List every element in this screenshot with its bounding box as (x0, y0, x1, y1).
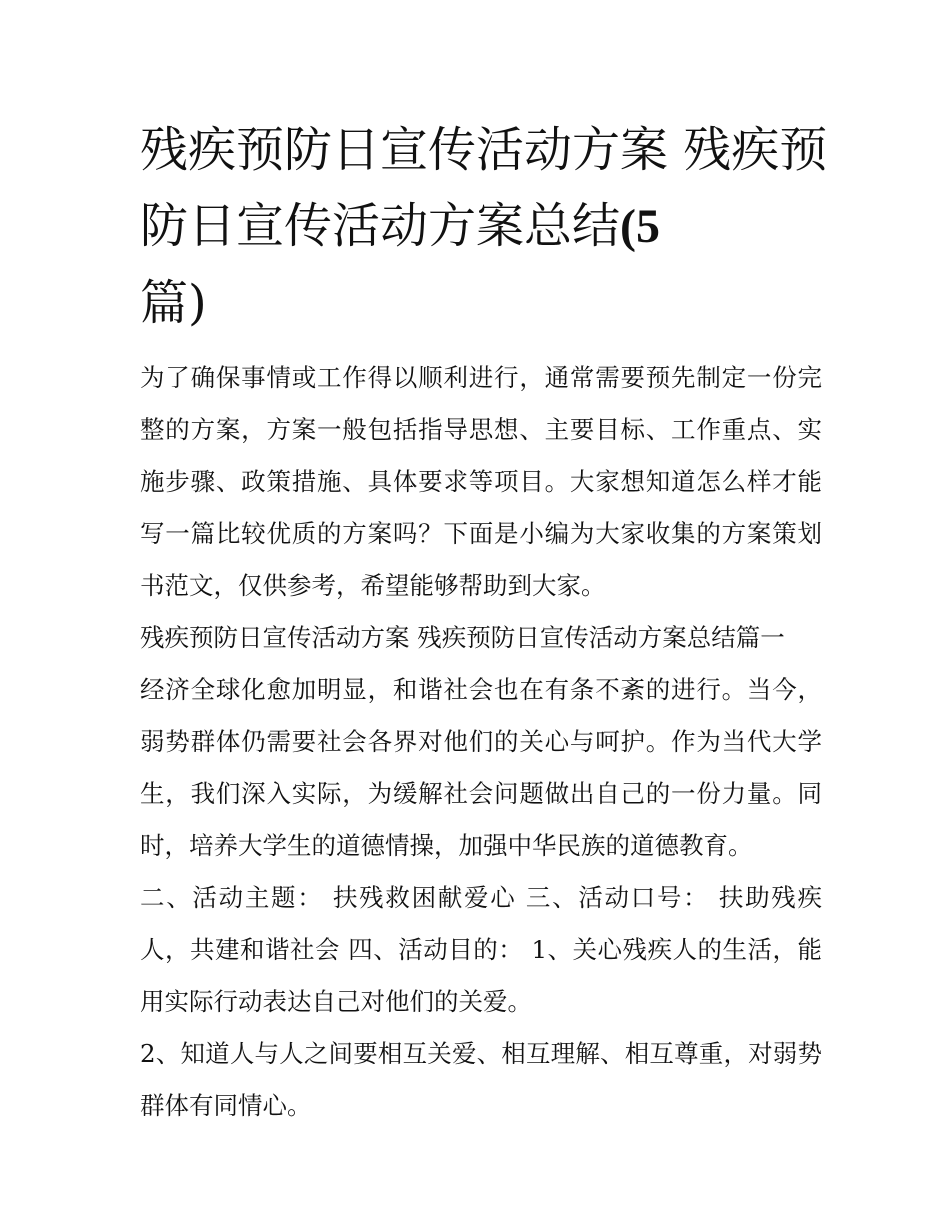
section-heading: 残疾预防日宣传活动方案 残疾预防日宣传活动方案总结篇一 (140, 623, 785, 652)
document-body (140, 352, 822, 1132)
activity-info-paragraph: 二、活动主题： 扶残救困献爱心 三、活动口号： 扶助残疾人，共建和谐社会 四、活动目的： 1、关心残疾人的生活，能用实际行动表达自己对他们的关爱。 (140, 883, 822, 1016)
goal-paragraph: 2、知道人与人之间要相互关爱、相互理解、相互尊重，对弱势群体有同情心。 (140, 1039, 822, 1120)
intro-paragraph: 为了确保事情或工作得以顺利进行，通常需要预先制定一份完整的方案，方案一般包括指导思想、主要目标、工作重点、实施步骤、政策措施、具体要求等项目。大家想知道怎么样才能写一篇比较优质的方案吗？下面是小编为大家收集的方案策划书范文，仅供参考，希望能够帮助到大家。 (140, 363, 822, 600)
title-tail: 篇) (140, 275, 207, 331)
document-title (140, 112, 830, 341)
title-main: 残疾预防日宣传活动方案 残疾预防日宣传活动方案总结 (140, 122, 828, 254)
title-suffix: (5 (620, 200, 660, 253)
background-paragraph: 经济全球化愈加明显，和谐社会也在有条不紊的进行。当今，弱势群体仍需要社会各界对他们的关心与呵护。作为当代大学生，我们深入实际，为缓解社会问题做出自己的一份力量。同时，培养大学生的道德情操，加强中华民族的道德教育。 (140, 675, 822, 860)
